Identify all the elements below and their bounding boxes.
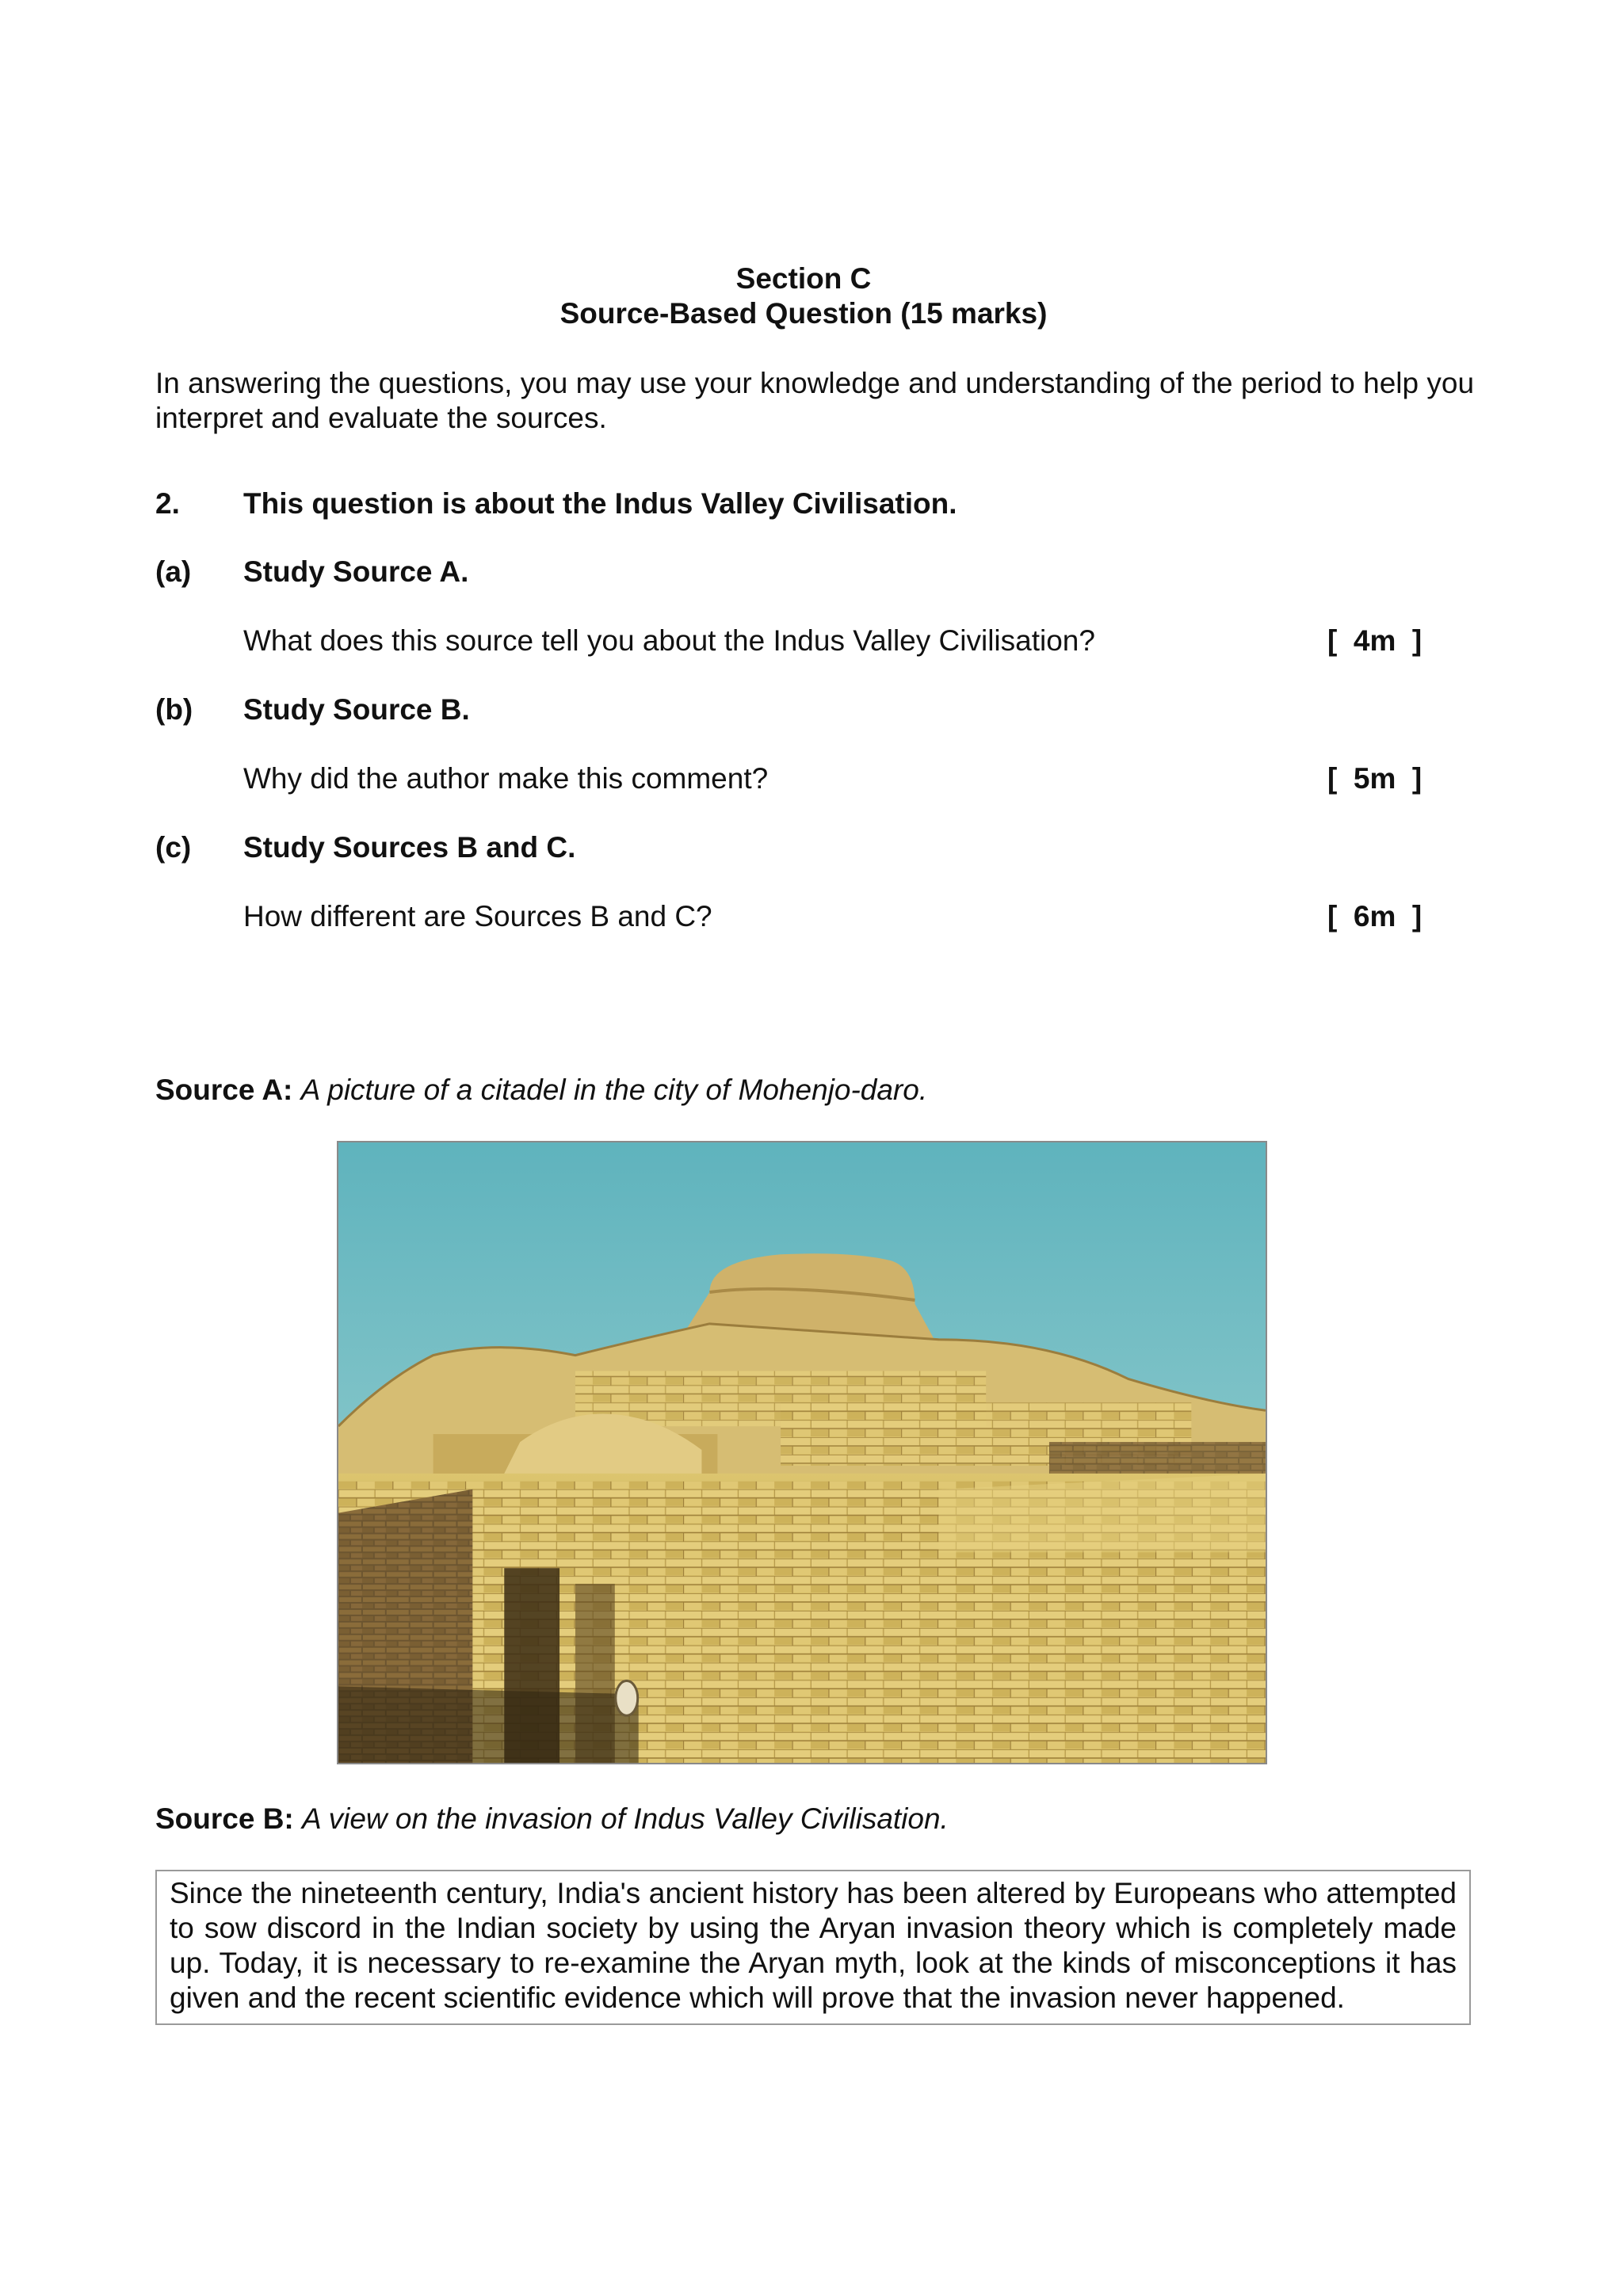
section-subtitle: Source-Based Question (15 marks) xyxy=(559,297,1048,330)
citadel-image xyxy=(338,1142,1266,1763)
question-stem: This question is about the Indus Valley Civilisation. xyxy=(243,487,957,520)
source-b-quote: Since the nineteenth century, India's ancient history has been altered by Europeans who attempted to sow discord in the Indian society by using the Aryan invasion theory which is completely made up. Today, it is necessary to re-examine the Aryan myth, look at the kinds of misconceptions it has given and the recent scientific evidence which will prove that the invasion never happened. xyxy=(155,1870,1471,2025)
source-a-heading xyxy=(155,1073,927,1108)
source-b-label: Source B: xyxy=(155,1802,294,1835)
section-title: Section C xyxy=(735,262,872,295)
part-b-label: (b) xyxy=(155,693,193,726)
part-c-label: (c) xyxy=(155,831,192,864)
instructions-paragraph: In answering the questions, you may use your knowledge and understanding of the period to help you interpret and evaluate the sources. xyxy=(155,367,1475,434)
source-a-photo xyxy=(337,1141,1267,1764)
part-a-question: What does this source tell you about the Indus Valley Civilisation? xyxy=(243,624,1095,657)
part-c-marks: [ 6m ] xyxy=(1327,900,1423,933)
source-a-label: Source A: xyxy=(155,1074,293,1106)
part-c-question: How different are Sources B and C? xyxy=(243,900,712,933)
part-b-question: Why did the author make this comment? xyxy=(243,762,769,795)
part-a-marks: [ 4m ] xyxy=(1327,624,1423,657)
source-b-caption: A view on the invasion of Indus Valley Civilisation. xyxy=(302,1802,949,1835)
source-b-heading xyxy=(155,1802,949,1836)
question-number: 2. xyxy=(155,487,180,520)
part-b-marks: [ 5m ] xyxy=(1327,762,1423,795)
part-a-label: (a) xyxy=(155,555,192,588)
part-c-instruction: Study Sources B and C. xyxy=(243,831,576,864)
part-b-instruction: Study Source B. xyxy=(243,693,470,726)
part-a-instruction: Study Source A. xyxy=(243,555,469,588)
source-a-caption: A picture of a citadel in the city of Mohenjo-daro. xyxy=(300,1074,928,1106)
